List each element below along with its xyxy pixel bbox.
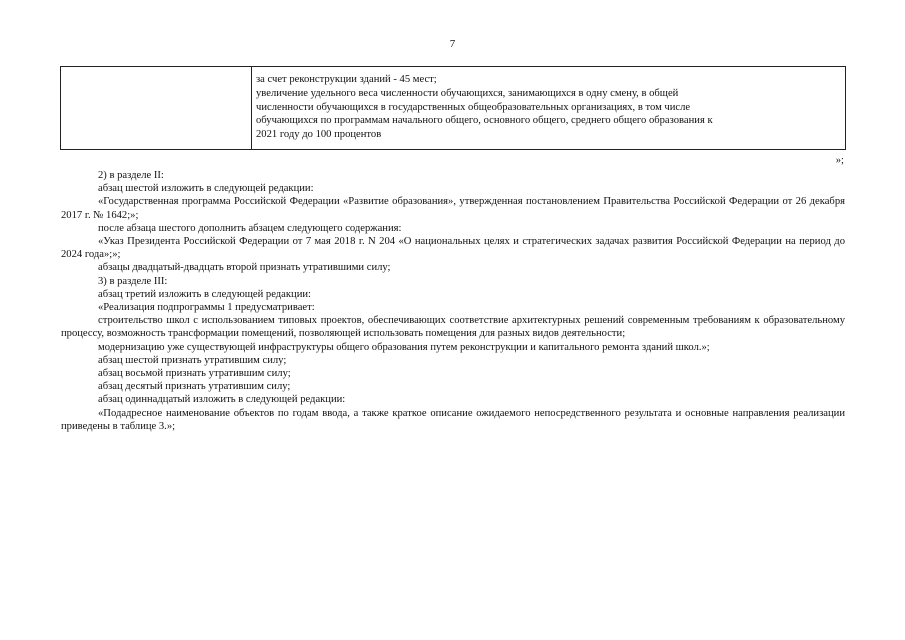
table-cell-line: обучающихся по программам начального общего, основного общего, среднего общего образования к: [256, 115, 713, 127]
closing-quote-mark: »;: [835, 155, 844, 166]
paragraph: 2) в разделе II:: [98, 170, 164, 181]
paragraph: «Реализация подпрограммы 1 предусматривает:: [98, 302, 315, 314]
table-cell-line: за счет реконструкции зданий - 45 мест;: [256, 74, 437, 85]
paragraph: абзац шестой изложить в следующей редакции:: [98, 183, 314, 195]
paragraph: «Указ Президента Российской Федерации от 7 мая 2018 г. N 204 «О национальных целях и стратегических задачах развития Российской Федерации на период до 2024 года»;»;: [61, 236, 845, 261]
paragraph: абзац шестой признать утратившим силу;: [98, 354, 287, 366]
table-text-cell: [252, 67, 845, 149]
table-cell-line: численности обучающихся в государственных общеобразовательных организациях, в том числе: [256, 101, 691, 113]
paragraph: модернизацию уже существующей инфраструктуры общего образования путем реконструкции и капитального ремонта зданий школ.»;: [98, 341, 710, 353]
paragraph: абзац одиннадцатый изложить в следующей редакции:: [98, 394, 346, 406]
paragraph: абзац десятый признать утратившим силу;: [98, 381, 291, 393]
table-cell-line: увеличение удельного веса численности обучающихся, занимающихся в одну смену, в общей: [256, 87, 679, 99]
paragraph: «Подадресное наименование объектов по годам ввода, а также краткое описание ожидаемого непосредственного результата и основные направления реализации приведены в таблице 3.»;: [61, 407, 845, 432]
continuation-table: [60, 66, 846, 150]
paragraph: абзац восьмой признать утратившим силу;: [98, 368, 291, 380]
page-number: 7: [449, 38, 456, 50]
paragraph: 3) в разделе III:: [98, 275, 168, 287]
paragraph: абзац третий изложить в следующей редакции:: [98, 288, 311, 300]
paragraph: строительство школ с использованием типовых проектов, обеспечивающих соответствие архитектурных решений современным требованиям к образовательному процессу, возможность трансформации помещений, позволяющей использовать помещения для разных видов деятельности;: [61, 315, 845, 340]
table-cell-line: 2021 году до 100 процентов: [256, 129, 382, 141]
table-empty-cell: [61, 67, 252, 149]
document-body: [61, 169, 845, 433]
paragraph: после абзаца шестого дополнить абзацем следующего содержания:: [98, 222, 402, 234]
paragraph: абзацы двадцатый-двадцать второй признать утратившими силу;: [98, 262, 391, 274]
paragraph: «Государственная программа Российской Федерации «Развитие образования», утвержденная постановлением Правительства Российской Федерации от 26 декабря 2017 г. № 1642;»;: [61, 196, 845, 221]
